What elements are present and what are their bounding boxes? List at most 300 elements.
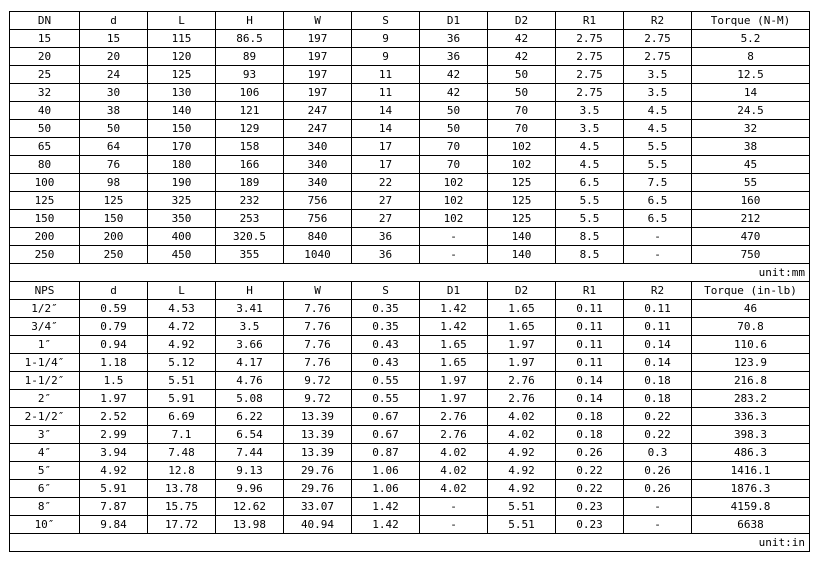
table-cell: 6638 [692, 516, 810, 534]
table-cell: 197 [284, 84, 352, 102]
table-cell: 50 [488, 84, 556, 102]
table-cell: - [420, 498, 488, 516]
table-row [10, 516, 810, 534]
column-header: R2 [624, 282, 692, 300]
table-row [10, 102, 810, 120]
table-cell: 0.18 [556, 426, 624, 444]
table-cell: 125 [488, 210, 556, 228]
table-cell: 180 [148, 156, 216, 174]
table-cell: 4.02 [420, 462, 488, 480]
column-header: H [216, 12, 284, 30]
table-row [10, 192, 810, 210]
table-cell: 20 [80, 48, 148, 66]
table-cell: 0.55 [352, 390, 420, 408]
table-cell: 4.5 [624, 102, 692, 120]
table-cell: 197 [284, 48, 352, 66]
table-cell: 2.75 [624, 48, 692, 66]
table-row [10, 372, 810, 390]
imperial-unit-row [10, 534, 810, 552]
table-cell: 1.5 [80, 372, 148, 390]
table-cell: 0.11 [556, 336, 624, 354]
table-cell: 0.67 [352, 408, 420, 426]
table-cell: 140 [148, 102, 216, 120]
table-cell: 6.69 [148, 408, 216, 426]
table-cell: 158 [216, 138, 284, 156]
column-header: R2 [624, 12, 692, 30]
table-cell: 36 [352, 246, 420, 264]
table-cell: 4.53 [148, 300, 216, 318]
table-cell: 102 [420, 210, 488, 228]
table-cell: 86.5 [216, 30, 284, 48]
table-cell: 110.6 [692, 336, 810, 354]
table-cell: 5.5 [556, 210, 624, 228]
table-cell: 22 [352, 174, 420, 192]
table-cell: 32 [10, 84, 80, 102]
table-row [10, 300, 810, 318]
table-cell: 12.8 [148, 462, 216, 480]
table-cell: 1-1/4″ [10, 354, 80, 372]
table-cell: 38 [80, 102, 148, 120]
table-cell: 6.5 [556, 174, 624, 192]
table-cell: 5.51 [488, 498, 556, 516]
table-cell: 70 [420, 156, 488, 174]
table-cell: 2.75 [556, 30, 624, 48]
unit-label: unit:mm [10, 264, 810, 282]
spec-tables [9, 11, 809, 552]
table-cell: 6″ [10, 480, 80, 498]
table-cell: 13.98 [216, 516, 284, 534]
table-cell: 0.79 [80, 318, 148, 336]
table-row [10, 480, 810, 498]
table-cell: 125 [80, 192, 148, 210]
table-cell: 1/2″ [10, 300, 80, 318]
table-cell: 2.76 [488, 390, 556, 408]
table-cell: 50 [10, 120, 80, 138]
table-cell: 27 [352, 192, 420, 210]
table-cell: 247 [284, 102, 352, 120]
table-cell: 756 [284, 192, 352, 210]
column-header: D1 [420, 12, 488, 30]
table-cell: 106 [216, 84, 284, 102]
table-cell: - [420, 246, 488, 264]
table-cell: 3.41 [216, 300, 284, 318]
table-cell: 70.8 [692, 318, 810, 336]
table-cell: 17 [352, 138, 420, 156]
table-cell: 9.72 [284, 390, 352, 408]
table-cell: 5.12 [148, 354, 216, 372]
table-cell: 0.14 [556, 372, 624, 390]
table-cell: 140 [488, 246, 556, 264]
table-cell: 6.22 [216, 408, 284, 426]
table-cell: - [624, 228, 692, 246]
table-cell: 115 [148, 30, 216, 48]
table-cell: 125 [488, 174, 556, 192]
table-cell: 3″ [10, 426, 80, 444]
column-header: R1 [556, 282, 624, 300]
table-cell: 100 [10, 174, 80, 192]
table-cell: 42 [488, 48, 556, 66]
table-cell: 189 [216, 174, 284, 192]
table-cell: 45 [692, 156, 810, 174]
table-cell: 450 [148, 246, 216, 264]
table-cell: 253 [216, 210, 284, 228]
table-cell: 55 [692, 174, 810, 192]
column-header: NPS [10, 282, 80, 300]
table-cell: 197 [284, 30, 352, 48]
table-cell: 3.66 [216, 336, 284, 354]
table-cell: 65 [10, 138, 80, 156]
table-cell: 0.11 [556, 318, 624, 336]
table-cell: 470 [692, 228, 810, 246]
table-cell: 4.92 [148, 336, 216, 354]
table-row [10, 120, 810, 138]
table-cell: 4.02 [488, 426, 556, 444]
table-cell: 232 [216, 192, 284, 210]
table-cell: 13.39 [284, 444, 352, 462]
table-cell: 36 [420, 30, 488, 48]
table-cell: 0.26 [556, 444, 624, 462]
table-cell: 1.65 [488, 318, 556, 336]
metric-section [10, 12, 810, 282]
table-row [10, 444, 810, 462]
table-cell: 2.75 [624, 30, 692, 48]
table-cell: 102 [420, 192, 488, 210]
table-cell: 9 [352, 30, 420, 48]
column-header: H [216, 282, 284, 300]
table-cell: 197 [284, 66, 352, 84]
table-cell: 3.5 [216, 318, 284, 336]
table-cell: 0.43 [352, 336, 420, 354]
table-cell: 4.92 [488, 480, 556, 498]
table-cell: 2-1/2″ [10, 408, 80, 426]
table-row [10, 462, 810, 480]
table-cell: 0.3 [624, 444, 692, 462]
table-cell: 0.59 [80, 300, 148, 318]
table-cell: 1.42 [352, 516, 420, 534]
table-row [10, 210, 810, 228]
table-cell: 125 [488, 192, 556, 210]
table-cell: 8 [692, 48, 810, 66]
table-cell: 46 [692, 300, 810, 318]
table-cell: 7.76 [284, 336, 352, 354]
table-cell: 7.76 [284, 318, 352, 336]
table-cell: 0.35 [352, 318, 420, 336]
table-cell: 1.06 [352, 480, 420, 498]
table-cell: 14 [352, 120, 420, 138]
table-cell: 2.76 [420, 408, 488, 426]
table-cell: 11 [352, 84, 420, 102]
table-cell: 1416.1 [692, 462, 810, 480]
table-cell: 11 [352, 66, 420, 84]
column-header: S [352, 282, 420, 300]
table-cell: 13.39 [284, 408, 352, 426]
table-cell: 5.91 [148, 390, 216, 408]
table-cell: 1.42 [420, 300, 488, 318]
table-cell: 20 [10, 48, 80, 66]
table-cell: 4″ [10, 444, 80, 462]
table-row [10, 426, 810, 444]
table-cell: 3.5 [624, 66, 692, 84]
table-row [10, 174, 810, 192]
table-cell: 76 [80, 156, 148, 174]
table-cell: 50 [80, 120, 148, 138]
table-cell: 7.76 [284, 354, 352, 372]
table-cell: 4.76 [216, 372, 284, 390]
table-cell: 24.5 [692, 102, 810, 120]
table-cell: - [420, 516, 488, 534]
table-cell: 0.11 [624, 300, 692, 318]
table-cell: 160 [692, 192, 810, 210]
table-cell: 129 [216, 120, 284, 138]
dimension-table [9, 11, 810, 552]
table-cell: 4.92 [488, 444, 556, 462]
table-cell: 4159.8 [692, 498, 810, 516]
table-row [10, 390, 810, 408]
unit-label: unit:in [10, 534, 810, 552]
table-cell: 0.18 [556, 408, 624, 426]
table-cell: 8.5 [556, 228, 624, 246]
table-cell: 8″ [10, 498, 80, 516]
column-header: Torque (in-lb) [692, 282, 810, 300]
table-cell: 340 [284, 174, 352, 192]
table-cell: 756 [284, 210, 352, 228]
table-cell: 2.75 [556, 48, 624, 66]
table-cell: 1.97 [488, 354, 556, 372]
table-cell: 0.11 [556, 300, 624, 318]
table-cell: 14 [692, 84, 810, 102]
table-cell: 250 [10, 246, 80, 264]
table-cell: 5″ [10, 462, 80, 480]
table-cell: 27 [352, 210, 420, 228]
table-cell: 0.87 [352, 444, 420, 462]
table-cell: 1.42 [352, 498, 420, 516]
table-cell: 1.65 [488, 300, 556, 318]
column-header: D1 [420, 282, 488, 300]
table-cell: 2″ [10, 390, 80, 408]
table-cell: 150 [80, 210, 148, 228]
column-header: W [284, 12, 352, 30]
table-cell: 38 [692, 138, 810, 156]
table-cell: 350 [148, 210, 216, 228]
table-cell: - [420, 228, 488, 246]
table-cell: - [624, 516, 692, 534]
table-cell: 2.76 [420, 426, 488, 444]
table-cell: 200 [10, 228, 80, 246]
table-cell: 89 [216, 48, 284, 66]
table-cell: 140 [488, 228, 556, 246]
table-row [10, 498, 810, 516]
table-cell: 0.26 [624, 462, 692, 480]
table-cell: 102 [488, 138, 556, 156]
table-cell: 15 [10, 30, 80, 48]
table-cell: 3/4″ [10, 318, 80, 336]
table-cell: 0.18 [624, 372, 692, 390]
table-cell: 150 [148, 120, 216, 138]
table-cell: 7.76 [284, 300, 352, 318]
table-cell: 0.23 [556, 498, 624, 516]
table-cell: 50 [488, 66, 556, 84]
column-header: Torque (N-M) [692, 12, 810, 30]
table-cell: 212 [692, 210, 810, 228]
table-cell: - [624, 246, 692, 264]
table-cell: 0.35 [352, 300, 420, 318]
table-cell: 9.96 [216, 480, 284, 498]
table-row [10, 30, 810, 48]
column-header: R1 [556, 12, 624, 30]
table-cell: 0.55 [352, 372, 420, 390]
table-cell: 1-1/2″ [10, 372, 80, 390]
table-row [10, 156, 810, 174]
column-header: D2 [488, 282, 556, 300]
table-cell: 1.65 [420, 354, 488, 372]
table-cell: 25 [10, 66, 80, 84]
table-cell: 17.72 [148, 516, 216, 534]
table-cell: 4.5 [556, 156, 624, 174]
table-cell: 0.14 [624, 336, 692, 354]
table-cell: 216.8 [692, 372, 810, 390]
table-cell: 7.48 [148, 444, 216, 462]
table-row [10, 48, 810, 66]
table-cell: 4.02 [488, 408, 556, 426]
table-cell: 5.5 [624, 138, 692, 156]
table-cell: 98 [80, 174, 148, 192]
column-header: L [148, 282, 216, 300]
table-cell: 4.5 [624, 120, 692, 138]
table-cell: 13.78 [148, 480, 216, 498]
table-cell: 9 [352, 48, 420, 66]
table-cell: 0.22 [556, 462, 624, 480]
table-cell: 70 [488, 120, 556, 138]
table-cell: 1.97 [488, 336, 556, 354]
table-cell: 42 [420, 66, 488, 84]
table-cell: 36 [420, 48, 488, 66]
column-header: D2 [488, 12, 556, 30]
table-cell: 190 [148, 174, 216, 192]
table-cell: 102 [488, 156, 556, 174]
table-cell: 120 [148, 48, 216, 66]
table-cell: 3.5 [556, 120, 624, 138]
table-cell: 4.72 [148, 318, 216, 336]
table-cell: 0.43 [352, 354, 420, 372]
table-cell: 50 [420, 102, 488, 120]
table-cell: 325 [148, 192, 216, 210]
table-cell: 2.76 [488, 372, 556, 390]
metric-header-row [10, 12, 810, 30]
table-cell: 33.07 [284, 498, 352, 516]
table-cell: 3.94 [80, 444, 148, 462]
table-cell: 400 [148, 228, 216, 246]
table-cell: 200 [80, 228, 148, 246]
table-cell: 250 [80, 246, 148, 264]
table-cell: 355 [216, 246, 284, 264]
table-cell: 2.99 [80, 426, 148, 444]
table-cell: 150 [10, 210, 80, 228]
table-cell: 5.5 [556, 192, 624, 210]
table-cell: 4.02 [420, 444, 488, 462]
table-cell: 170 [148, 138, 216, 156]
table-cell: 93 [216, 66, 284, 84]
table-cell: 6.54 [216, 426, 284, 444]
table-cell: 3.5 [624, 84, 692, 102]
table-cell: 5.2 [692, 30, 810, 48]
table-cell: 5.5 [624, 156, 692, 174]
table-cell: 125 [148, 66, 216, 84]
table-cell: 130 [148, 84, 216, 102]
table-cell: 320.5 [216, 228, 284, 246]
table-row [10, 408, 810, 426]
table-cell: 0.18 [624, 390, 692, 408]
table-cell: 750 [692, 246, 810, 264]
table-cell: 1.97 [420, 390, 488, 408]
table-cell: 1″ [10, 336, 80, 354]
table-cell: 1.97 [80, 390, 148, 408]
table-cell: 1.06 [352, 462, 420, 480]
table-cell: 14 [352, 102, 420, 120]
table-row [10, 354, 810, 372]
table-cell: 166 [216, 156, 284, 174]
table-cell: 5.08 [216, 390, 284, 408]
column-header: d [80, 12, 148, 30]
imperial-header-row [10, 282, 810, 300]
table-row [10, 84, 810, 102]
table-cell: 4.5 [556, 138, 624, 156]
table-cell: 7.1 [148, 426, 216, 444]
table-cell: 340 [284, 156, 352, 174]
metric-unit-row [10, 264, 810, 282]
column-header: S [352, 12, 420, 30]
table-cell: 50 [420, 120, 488, 138]
table-row [10, 138, 810, 156]
table-cell: 486.3 [692, 444, 810, 462]
column-header: d [80, 282, 148, 300]
table-cell: 0.22 [556, 480, 624, 498]
column-header: L [148, 12, 216, 30]
table-cell: 5.91 [80, 480, 148, 498]
table-cell: 340 [284, 138, 352, 156]
table-cell: 840 [284, 228, 352, 246]
table-cell: 398.3 [692, 426, 810, 444]
table-cell: 123.9 [692, 354, 810, 372]
table-cell: 102 [420, 174, 488, 192]
table-cell: 121 [216, 102, 284, 120]
table-cell: 12.5 [692, 66, 810, 84]
table-cell: 17 [352, 156, 420, 174]
table-cell: 30 [80, 84, 148, 102]
table-cell: 5.51 [488, 516, 556, 534]
table-cell: 12.62 [216, 498, 284, 516]
table-row [10, 66, 810, 84]
table-cell: 336.3 [692, 408, 810, 426]
table-cell: 0.94 [80, 336, 148, 354]
table-cell: 7.87 [80, 498, 148, 516]
table-cell: 2.75 [556, 84, 624, 102]
table-cell: 0.67 [352, 426, 420, 444]
table-cell: 32 [692, 120, 810, 138]
imperial-section [10, 282, 810, 552]
table-cell: 4.92 [488, 462, 556, 480]
table-cell: 1.65 [420, 336, 488, 354]
table-cell: 4.92 [80, 462, 148, 480]
table-cell: 1.97 [420, 372, 488, 390]
table-cell: 29.76 [284, 462, 352, 480]
table-cell: 9.13 [216, 462, 284, 480]
table-cell: 13.39 [284, 426, 352, 444]
column-header: W [284, 282, 352, 300]
table-cell: 29.76 [284, 480, 352, 498]
table-cell: 70 [420, 138, 488, 156]
table-cell: 9.84 [80, 516, 148, 534]
table-cell: 1876.3 [692, 480, 810, 498]
